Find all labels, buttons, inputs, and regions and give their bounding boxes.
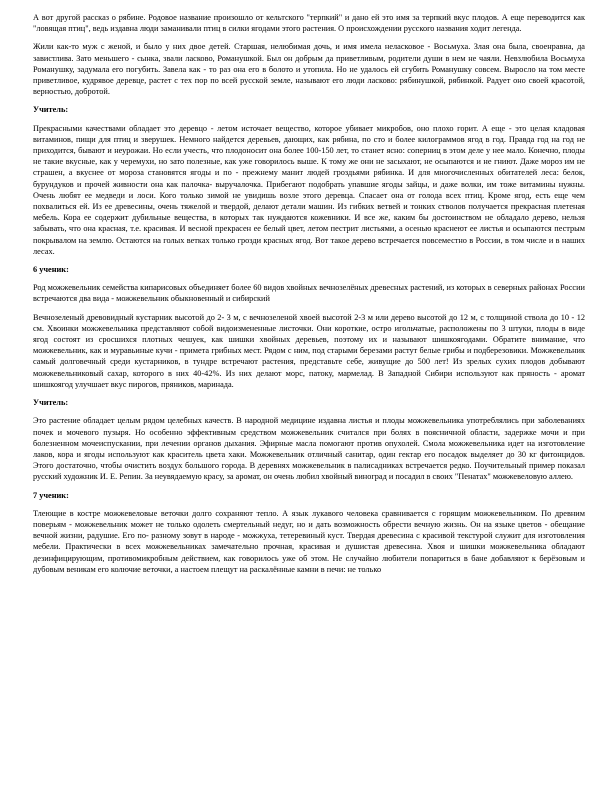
speaker-heading: 7 ученик:	[33, 490, 69, 500]
text-paragraph: Род можжевельник семейства кипарисовых объединяет более 60 видов хвойных вечнозелёных древесных растений, из которых в северных районах России встречаются два вида - можжевельник обыкновенный и сибирский	[33, 283, 585, 304]
text-paragraph: Жили как-то муж с женой, и было у них двое детей. Старшая, нелюбимая дочь, и имя имела неласковое - Восьмуха. Злая она была, своенравна, да завистлива. Зато меньшего - сынка, звали ласково, Романушкой. Был он добрым да приветливым, родители души в нем не чаяли. Невзлюбила Восьмуха Романушку, задумала его погубить. Завела как - то раз она его в болото и утопила. Но не удалось ей сгубить Романушку совсем. Выросло на том месте приветливое, кудрявое деревце, растет с тех пор по всей русской земле, называют его люди ласково: рябинушкой, рябинкой. Радует оно своей красотой, верностью, добротой.	[33, 42, 585, 97]
speaker-heading: 6 ученик:	[33, 265, 69, 275]
document-page	[33, 12, 585, 582]
text-paragraph: Это растение обладает целым рядом целебных качеств. В народной медицине издавна листья и плоды можжевельника употреблялись при заболеваниях почек и мочевого пузыря. Но особенно эффективным средством можжевельник считался при болях в поясничной области, задержке мочи и при болезненном мочеиспускании, при лечении органов дыхания. Эфирные масла помогают против опухолей. Смола можжевельника идет на изготовление лаков, кора и ягоды используют как краситель цвета хаки. Можжевельник отличный санитар, один гектар его посадок выделяет до 30 кг фитонцидов. Этого достаточно, чтобы очистить воздух большого города. В деревнях можжевельник в палисадниках встречается редко. Поучительный пример показал русский художник И. Е. Репин. За неувядаемую красу, за аромат, он очень любил хвойный виноград и посадил в своих "Пенатах" можжевеловую аллею.	[33, 416, 585, 482]
text-paragraph: Вечнозеленый древовидный кустарник высотой до 2- 3 м, с вечнозеленой хвоей высотой 2-3 м или дерево высотой до 12 м, с толщиной ствола до 10 - 12 см. Хвоинки можжевельника представляют собой видоизмененные листочки. Они короткие, остро игольчатые, расположены по 3 штуки, плоды в виде ягод состоят из сросшихся плотных чешуек, как шишки хвойных деревьев, поэтому их и называют шишкоягодами. Обратите внимание, что можжевельник, как и муравьиные кучи - примета грибных мест. Рядом с ним, под старыми березами растут белые грибы и подберезовики. Можжевельник самый долговечный среди кустарников, в тундре встречают растения, представьте себе, живущие до 500 лет! Из зрелых сухих плодов добывают можжевельниковый сахар, которого в них 40-42%. Из них делают морс, патоку, мармелад. В Западной Сибири используют как пряность - аромат шишкоягод улучшает вкус пирогов, пряников, маринада.	[33, 312, 585, 389]
text-paragraph: А вот другой рассказ о рябине. Родовое название произошло от кельтского "терпкий" и дано ей это имя за терпкий вкус плодов. А еще переводится как "ловящая птиц", ведь издавна люди заманивали птиц в силки ягодами этого растения. О происхождении русского названия ходит легенда.	[33, 13, 585, 34]
text-paragraph: Прекрасными качествами обладает это деревцо - летом источает вещество, которое убивает микробов, оно плохо горит. А еще - это целая кладовая витаминов, пищи для птиц и зверушек. Немного найдется деревьев, дающих, как рябина, по сто и более килограммов ягод в год. Правда год на год не приходится, бывают и неурожаи. Но если учесть, что плодоносит она более 100-150 лет, то станет ясно: соперниц в этом деле у нее мало. Конечно, плоды не такие вкусные, как у черемухи, но зато полезные, как уже говорилось выше. К тому же они не засыхают, не осыпаются и не гниют. Даже мороз им не страшен, а вкуснее от мороза становятся ягоды и по - прежнему манит людей гроздьями рябинка. И для многочисленных обитателей леса: белок, бурундуков и прочей живности она как палочка- выручалочка. Прибегают подобрать упавшие ягоды зайцы, и даже волки, им тоже витамины нужны. Очень любят ее медведи и лоси. Кого только зимой не увидишь возле этого деревца. Спасает она от голода всех птиц. Кроме ягод, есть еще чем похвалиться ей. Из ее древесины, очень тяжелой и твердой, делают детали машин. Из гибких ветвей и тонких стволов получается прекрасная плетеная мебель. Кора ее содержит дубильные вещества, в которых так нуждаются кожевники. И все же, каким бы достоинством не обладало дерево, нельзя забывать, что она красная, т.е. красивая. И весной прекрасен ее белый цвет, летом пестрит листьями, а осенью краснеют ее листья и осыпаются пестрым покрывалом на землю. Остаются на голых ветках только грозди красных ягод. Вот такое дерево встречается повсеместно в России, в том числе и в наших лесах.	[33, 123, 585, 256]
speaker-heading: Учитель:	[33, 105, 69, 115]
speaker-heading: Учитель:	[33, 398, 69, 408]
text-paragraph: Тлеющие в костре можжевеловые веточки долго сохраняют тепло. А язык лукавого человека сравнивается с горящим можжевельником. По древним поверьям - можжевельник может не только одолеть смертельный недуг, но и дать возможность обрести вечную жизнь. Он на языке цветов - обещание вечной жизни, радушие. Его по- разному зовут в народе - можжуха, тетеревиный куст. Твердая древесина с красивой текстурой служит для изготовления мебели. Практически в всех можжевельниках замечательно прочная, красивая и душистая древесина. Хвоя и шишки можжевельника обладают дезинфицирующим, противомикробным действием, как говорилось уже об этом. Не случайно любители попариться в бане добавляют к берёзовым и дубовым веникам его колючие веточки, а настоем плещут на раскалённые камни в печи: не только	[33, 508, 585, 574]
